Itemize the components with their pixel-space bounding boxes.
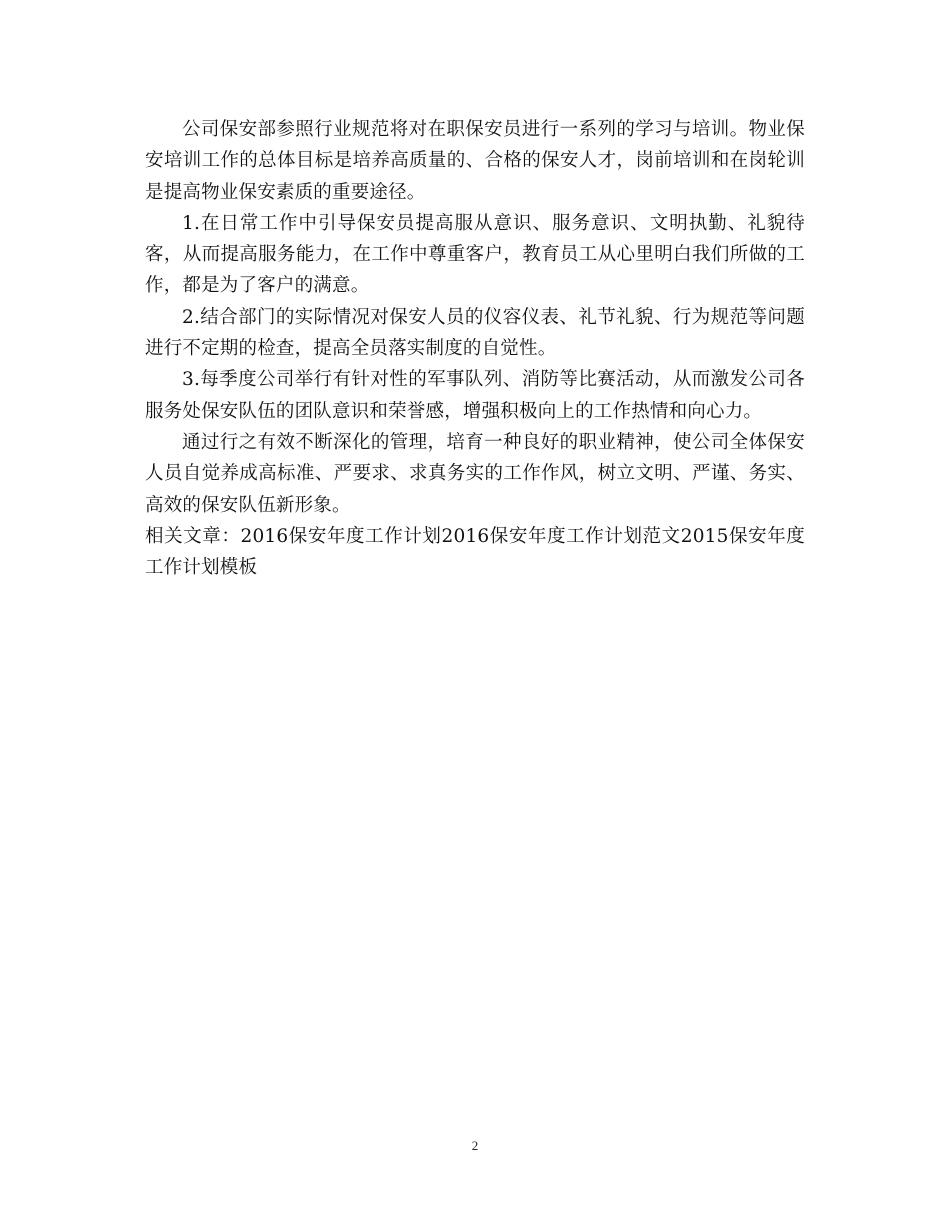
paragraph-item-1: 1.在日常工作中引导保安员提高服从意识、服务意识、文明执勤、礼貌待客，从而提高服务能力，在工作中尊重客户，教育员工从心里明白我们所做的工作，都是为了客户的满意。 xyxy=(145,212,805,297)
paragraph-intro: 公司保安部参照行业规范将对在职保安员进行一系列的学习与培训。物业保安培训工作的总体目标是培养高质量的、合格的保安人才，岗前培训和在岗轮训是提高物业保安素质的重要途径。 xyxy=(145,119,805,203)
document-body xyxy=(145,114,805,583)
related-articles: 相关文章：2016保安年度工作计划2016保安年度工作计划范文2015保安年度工作计划模板 xyxy=(145,525,805,579)
paragraph-item-3: 3.每季度公司举行有针对性的军事队列、消防等比赛活动，从而激发公司各服务处保安队伍的团队意识和荣誉感，增强积极向上的工作热情和向心力。 xyxy=(145,369,805,422)
page-number: 2 xyxy=(471,1138,479,1153)
paragraph-conclusion: 通过行之有效不断深化的管理，培育一种良好的职业精神，使公司全体保安人员自觉养成高标准、严要求、求真务实的工作作风，树立文明、严谨、务实、高效的保安队伍新形象。 xyxy=(145,431,805,516)
paragraph-item-2: 2.结合部门的实际情况对保安人员的仪容仪表、礼节礼貌、行为规范等问题进行不定期的检查，提高全员落实制度的自觉性。 xyxy=(145,306,805,360)
